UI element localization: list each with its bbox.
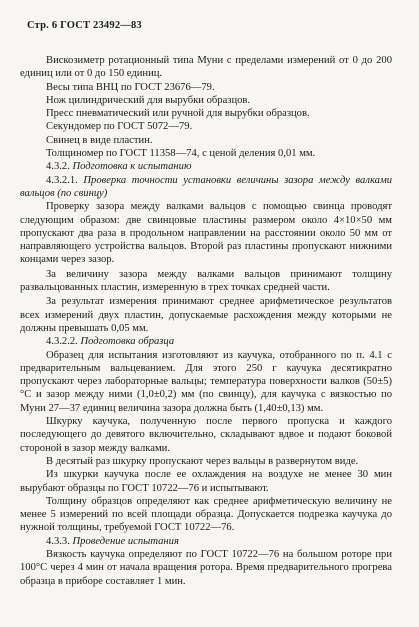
paragraph-sample-thickness: Толщину образцов определяют как среднее арифметическую величину не менее 5 измерений по всей площади образца. Допускается подрезка каучука до нужной толщины, требуемой ГОСТ 10722—76.	[20, 495, 392, 534]
section-number: 4.3.3.	[46, 535, 70, 547]
paragraph-gap-value: За величину зазора между валками вальцов принимают толщину развальцованных пластин, измеренную в трех точках средней части.	[20, 268, 392, 294]
section-title: Проведение испытания	[72, 535, 179, 547]
paragraph-stopwatch: Секундомер по ГОСТ 5072—79.	[46, 121, 193, 133]
paragraph-viscometer: Вискозиметр ротационный типа Муни с пределами измерений от 0 до 200 единиц или от 0 до 150 единиц.	[20, 55, 392, 80]
paragraph-cutting: Из шкурки каучука после ее охлаждения на воздухе не менее 30 мин вырубают образцы по ГОСТ 10722—76 и испытывают.	[20, 469, 392, 494]
paragraph-gap-check: Проверку зазора между валками вальцов с помощью свинца проводят следующим образом: две свинцовые пластины размером около 4×10×50 мм пропускают два раза в продольном направлении на расстоянии около 50 мм от направляющего устройства вальцов. Второй раз пластины пропускают нижними концами через зазор.	[20, 201, 392, 266]
section-title: Подготовка образца	[80, 336, 175, 348]
paragraph-scales: Весы типа ВНЦ по ГОСТ 23676—79.	[46, 81, 215, 93]
paragraph-knife: Нож цилиндрический для вырубки образцов.	[46, 94, 251, 106]
section-number: 4.3.2.1.	[46, 174, 78, 186]
paragraph-press: Пресс пневматический или ручной для вырубки образцов.	[46, 108, 310, 120]
paragraph-tenth-pass: В десятый раз шкурку пропускают через вальцы в развернутом виде.	[46, 455, 359, 467]
paragraph-measurement-result: За результат измерения принимают среднее арифметическое результатов всех измерений двух пластин, допускаемые расхождения между которыми не должны превышать 0,05 мм.	[20, 296, 392, 334]
document-body	[20, 54, 392, 588]
section-title: Проверка точности установки величины зазора между валками вальцов (по свинцу)	[20, 174, 393, 199]
paragraph-lead: Свинец в виде пластин.	[46, 134, 153, 146]
page-header: Стр. 6 ГОСТ 23492—83	[27, 20, 142, 31]
section-heading-4-3-3	[20, 535, 392, 548]
paragraph-thickness-gauge: Толщиномер по ГОСТ 11358—74, с ценой деления 0,01 мм.	[46, 148, 316, 160]
section-heading-4-3-2-1	[20, 174, 392, 201]
paragraph-viscosity-test: Вязкость каучука определяют по ГОСТ 10722—76 на большом роторе при 100°С через 4 мин от начала вращения ротора. Время предварительного прогрева образца в приборе составляет 1 мин.	[20, 548, 392, 587]
paragraph-sample-prep: Образец для испытания изготовляют из каучука, отобранного по п. 4.1 с предварительным вальцеванием. Для этого 250 г каучука десятикратно пропускают через лабораторные вальцы; температура поверхности валков (50±5)°С и зазор между ними (1,0±0,2) мм (по свинцу), для каучука с вязкостью по Муни 27—37 единиц величина зазора должна быть (1,40±0,13) мм.	[20, 349, 392, 414]
section-number: 4.3.2.	[46, 161, 70, 173]
paragraph-sheet-folding: Шкурку каучука, полученную после первого пропуска и каждого последующего до девятого включительно, складывают вдвое и подают боковой стороной в зазор между валками.	[20, 416, 392, 454]
section-heading-4-3-2	[20, 160, 392, 173]
section-heading-4-3-2-2	[20, 335, 392, 348]
section-title: Подготовка к испытанию	[72, 161, 192, 173]
section-number: 4.3.2.2.	[46, 336, 78, 348]
